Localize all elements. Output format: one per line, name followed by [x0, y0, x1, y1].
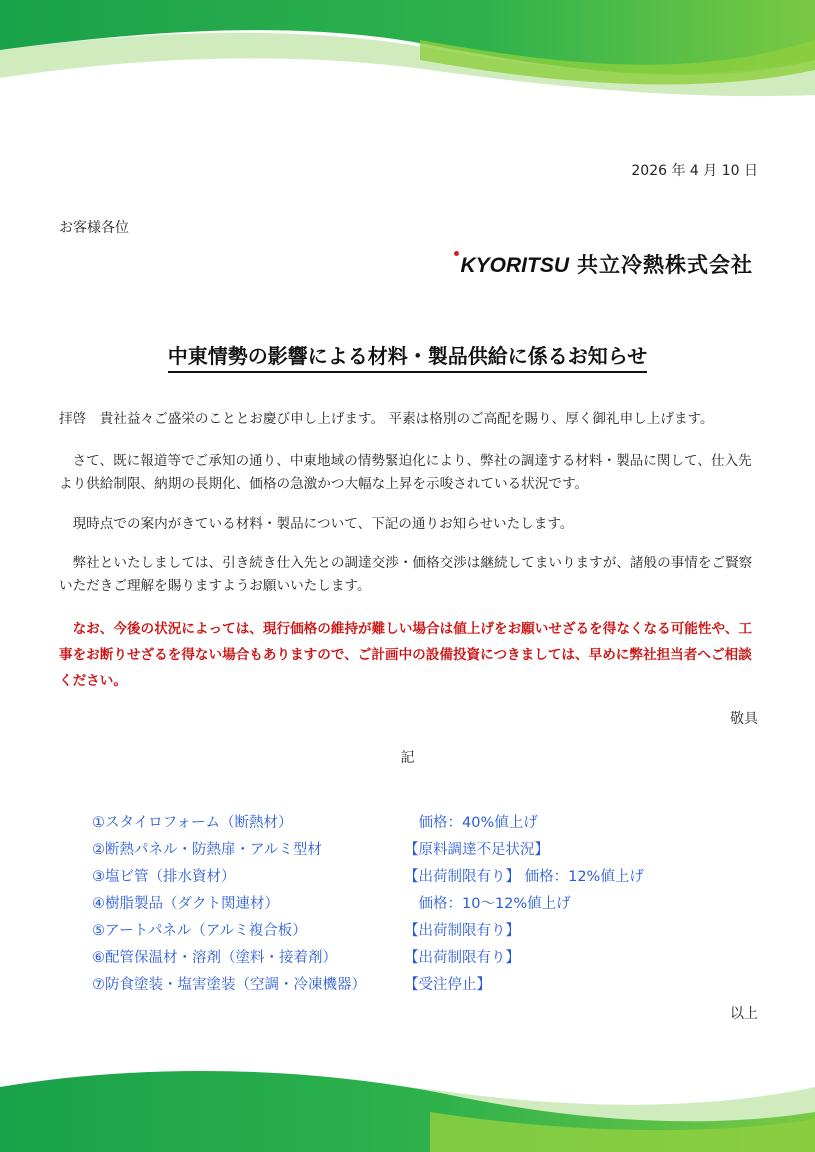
- list-item: [92, 972, 732, 999]
- list-item: [92, 891, 732, 918]
- item-status: 価格：10～12%値上げ: [404, 896, 571, 912]
- item-status: 【出荷制限有り】: [404, 950, 520, 966]
- company-logo: [454, 254, 569, 278]
- list-item: [92, 837, 732, 864]
- addressee: お客様各位: [59, 220, 129, 236]
- list-item: [92, 945, 732, 972]
- item-status: 【出荷制限有り】: [404, 923, 520, 939]
- item-name: ⑥配管保温材・溶剤（塗料・接着剤）: [92, 950, 337, 966]
- list-item: [92, 810, 732, 837]
- item-status: 価格：40%値上げ: [404, 815, 538, 831]
- list-item: [92, 918, 732, 945]
- logo-text: KYORITSU: [460, 254, 569, 277]
- closing-ijo: 以上: [730, 1006, 758, 1022]
- greeting-paragraph: 拝啓 貴社益々ご盛栄のこととお慶び申し上げます。 平素は格別のご高配を賜り、厚く御礼申し上げます。: [59, 411, 714, 427]
- document-title: 中東情勢の影響による材料・製品供給に係るお知らせ: [168, 340, 647, 373]
- item-name: ③塩ビ管（排水資材）: [92, 869, 236, 885]
- item-name: ④樹脂製品（ダクト関連材）: [92, 896, 279, 912]
- document-date: 2026 年 4 月 10 日: [631, 163, 758, 179]
- item-status: 【原料調達不足状況】: [404, 842, 549, 858]
- closing-keigu: 敬具: [730, 711, 758, 727]
- situation-paragraph: さて、既に報道等でご承知の通り、中東地域の情勢緊迫化により、弊社の調達する材料・製品に関して、仕入先より供給制限、納期の長期化、価格の急激かつ大幅な上昇を示唆されている状況です。: [59, 453, 752, 492]
- item-status: 【出荷制限有り】 価格：12%値上げ: [404, 869, 644, 885]
- notice-paragraph: なお、今後の状況によっては、現行価格の維持が難しい場合は値上げをお願いせざるを得なくなる可能性や、工事をお断りせざるを得ない場合もありますので、ご計画中の設備投資につきましては、早めに弊社担当者へご相談ください。: [59, 621, 753, 689]
- ki-heading: 記: [400, 750, 415, 766]
- title-wrap: [0, 340, 815, 373]
- item-name: ①スタイロフォーム（断熱材）: [92, 815, 293, 831]
- item-name: ⑤アートパネル（アルミ複合板）: [92, 923, 307, 939]
- intro-paragraph: 現時点での案内がきている材料・製品について、下記の通りお知らせいたします。: [59, 516, 574, 532]
- request-paragraph: 弊社といたしましては、引き続き仕入先との調達交渉・価格交渉は継続してまいりますが、諸般の事情をご賢察いただきご理解を賜りますようお願いいたします。: [59, 555, 753, 594]
- company-name: 共立冷熱株式会社: [577, 253, 753, 277]
- item-status: 【受注停止】: [404, 977, 491, 993]
- company-header: [454, 252, 753, 278]
- item-name: ⑦防食塗装・塩害塗装（空調・冷凍機器）: [92, 977, 366, 993]
- item-name: ②断熱パネル・防熱扉・アルミ型材: [92, 842, 322, 858]
- list-item: [92, 864, 732, 891]
- bottom-wave-decoration: [0, 1057, 815, 1152]
- top-wave-decoration: [0, 0, 815, 100]
- logo-red-dot-icon: [454, 251, 459, 256]
- item-list: [92, 810, 732, 999]
